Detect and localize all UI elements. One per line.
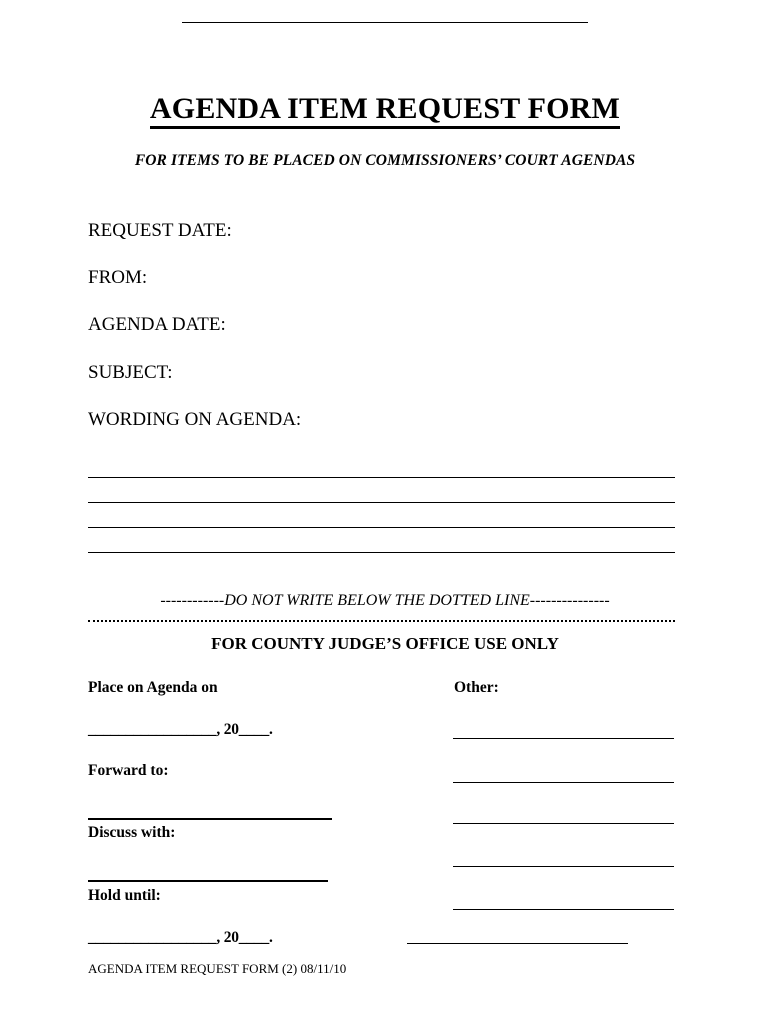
other-input-line-6[interactable] — [407, 943, 628, 944]
place-on-agenda-date-field[interactable]: _________________, 20____. — [88, 721, 273, 738]
field-from — [88, 267, 688, 293]
field-wording-on-agenda-label: WORDING ON AGENDA: — [88, 409, 302, 430]
other-input-line-5[interactable] — [453, 909, 674, 910]
page-subtitle: FOR ITEMS TO BE PLACED ON COMMISSIONERS’ COURT AGENDAS — [134, 152, 636, 169]
other-input-line-1[interactable] — [453, 738, 674, 739]
field-agenda-date-label: AGENDA DATE: — [88, 314, 226, 335]
field-from-label: FROM: — [88, 267, 148, 288]
form-footer: AGENDA ITEM REQUEST FORM (2) 08/11/10 — [88, 961, 347, 976]
dotted-divider-rule — [88, 620, 675, 622]
wording-line-1[interactable] — [88, 477, 675, 478]
field-subject — [88, 362, 688, 388]
forward-to-label: Forward to: — [88, 762, 169, 779]
field-agenda-date — [88, 314, 688, 340]
other-input-line-4[interactable] — [453, 866, 674, 867]
other-label: Other: — [454, 679, 499, 696]
place-on-agenda-label: Place on Agenda on — [88, 679, 218, 696]
discuss-with-input-line[interactable] — [88, 880, 328, 882]
hold-until-date-field[interactable]: _________________, 20____. — [88, 929, 273, 946]
hold-until-label: Hold until: — [88, 887, 161, 904]
do-not-write-notice: ------------DO NOT WRITE BELOW THE DOTTED LINE--------------- — [160, 592, 610, 609]
field-subject-label: SUBJECT: — [88, 362, 173, 383]
page-title-text: AGENDA ITEM REQUEST FORM — [150, 92, 620, 129]
forward-to-input-line[interactable] — [88, 818, 332, 820]
other-input-line-2[interactable] — [453, 782, 674, 783]
page-title — [0, 93, 770, 125]
wording-line-3[interactable] — [88, 527, 675, 528]
other-input-line-3[interactable] — [453, 823, 674, 824]
discuss-with-label: Discuss with: — [88, 824, 176, 841]
field-wording-on-agenda — [88, 409, 688, 435]
wording-line-4[interactable] — [88, 552, 675, 553]
wording-line-2[interactable] — [88, 502, 675, 503]
field-request-date — [88, 220, 688, 246]
office-use-heading: FOR COUNTY JUDGE’S OFFICE USE ONLY — [211, 634, 559, 653]
field-request-date-label: REQUEST DATE: — [88, 220, 232, 241]
field-subject-input-line[interactable] — [192, 22, 588, 23]
